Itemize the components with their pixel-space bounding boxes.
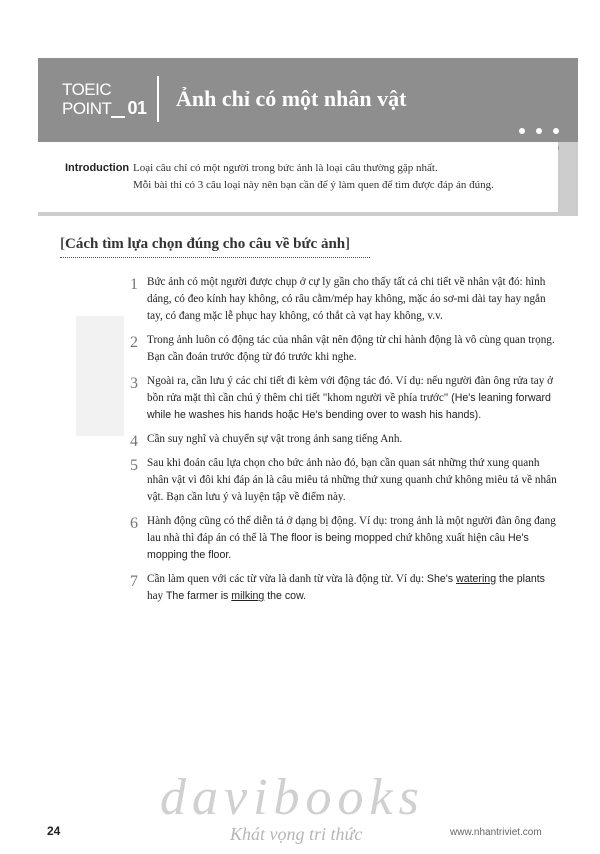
- page-footer: [0, 818, 600, 854]
- item-number: 4: [130, 433, 138, 450]
- introduction-text: [133, 160, 553, 194]
- item-text: [147, 373, 560, 424]
- page-panel: [38, 58, 578, 848]
- list-item: [130, 455, 560, 506]
- list-item: [130, 513, 560, 564]
- watermark-brand: davibooks: [160, 769, 425, 826]
- underscore-bar: [111, 116, 125, 118]
- example-underlined: watering: [456, 573, 497, 585]
- example-english: He's mopping the floor.: [147, 532, 529, 561]
- introduction-box: [38, 142, 558, 212]
- item-number: 2: [130, 334, 138, 351]
- item-number: 5: [130, 457, 138, 474]
- item-text-part: hay: [147, 590, 166, 602]
- item-number: 3: [130, 375, 138, 392]
- section-heading-text: Cách tìm lựa chọn đúng cho câu về bức ảnh: [65, 236, 346, 252]
- item-number: 1: [130, 276, 138, 293]
- list-item: [130, 373, 560, 424]
- example-english: She's: [426, 573, 457, 585]
- list-item: [130, 332, 560, 366]
- point-word: POINT: [62, 99, 112, 118]
- page-number: 24: [47, 824, 61, 838]
- item-text-part: Cần làm quen với các từ vừa là danh từ vừa là động từ. Ví dụ:: [147, 573, 427, 585]
- decorative-large-number: [76, 316, 124, 436]
- item-text-part: Ngoài ra, cần lưu ý các chi tiết đi kèm với động tác đó. Ví dụ: nếu người đàn ông rửa tay ở bồn rửa mặt thì cần chú ý thêm chi tiết "khom người về phía trước": [147, 375, 554, 404]
- example-underlined: milking: [231, 590, 265, 602]
- item-text: [147, 513, 560, 564]
- section-heading: [Cách tìm lựa chọn đúng cho câu về bức ảnh]: [60, 236, 370, 258]
- content-area: [38, 216, 578, 848]
- list-item: [130, 571, 560, 605]
- watermark-slogan: Khát vọng tri thức: [230, 824, 363, 844]
- item-number: 7: [130, 573, 138, 590]
- item-text: [147, 571, 560, 605]
- item-number: 6: [130, 515, 138, 532]
- example-english: The floor is being mopped: [270, 532, 393, 544]
- list-item: [130, 274, 560, 325]
- item-text: Sau khi đoán câu lựa chọn cho bức ảnh nào đó, bạn cần quan sát những thứ xung quanh nhân vật vì đôi khi đáp án là câu miêu tả những thứ xung quanh chứ không miêu tả về nhân vật. Bạn cần lưu ý và luyện tập về điểm này.: [147, 457, 557, 503]
- point-number: 01: [127, 98, 147, 118]
- chapter-title: Ảnh chỉ có một nhân vật: [176, 86, 407, 111]
- header-separator: [157, 76, 159, 122]
- topic-label: [62, 80, 162, 118]
- introduction-label: Introduction: [65, 162, 130, 174]
- example-english: The farmer is: [165, 590, 232, 602]
- item-text-part: Hành động cũng có thể diễn tả ở dạng bị động. Ví dụ: trong ảnh là một người đàn ông đang lau nhà thì đáp án có thể là: [147, 515, 556, 544]
- footer-url: www.nhantriviet.com: [450, 827, 542, 838]
- item-text: Trong ảnh luôn có động tác của nhân vật nên động từ chỉ hành động là vô cùng quan trọng. Bạn cần đoán trước động từ đó trước khi nghe.: [147, 334, 555, 363]
- list-item: [130, 431, 560, 448]
- item-text-part: chứ không xuất hiện câu: [392, 532, 508, 544]
- example-english: the cow.: [264, 590, 307, 602]
- dot: [536, 128, 542, 134]
- introduction-line: Loại câu chỉ có một người trong bức ảnh là loại câu thường gặp nhất.: [133, 162, 438, 174]
- introduction-line: Mỗi bài thi có 3 câu loại này nên bạn cần để ý làm quen để tìm được đáp án đúng.: [133, 179, 494, 191]
- chapter-header: [38, 58, 578, 142]
- dot: [519, 128, 525, 134]
- example-english: the plants: [496, 573, 545, 585]
- example-english: (He's leaning forward while he washes his hands hoặc He's bending over to wash his hands).: [147, 392, 551, 421]
- tips-list: [130, 274, 560, 612]
- dot: [553, 128, 559, 134]
- item-text: Cần suy nghĩ và chuyển sự vật trong ảnh sang tiếng Anh.: [147, 433, 403, 445]
- item-text: Bức ảnh có một người được chụp ở cự ly gần cho thấy tất cả chi tiết về nhân vật đó: hình dáng, có đeo kính hay không, có râu cằm/mép hay không, mặc áo sơ-mi dài tay hay ngắn tay, có đang mặc lễ phục hay không, có thắt cà vạt hay không, v.v.: [147, 276, 546, 322]
- topic-word: TOEIC: [62, 80, 112, 99]
